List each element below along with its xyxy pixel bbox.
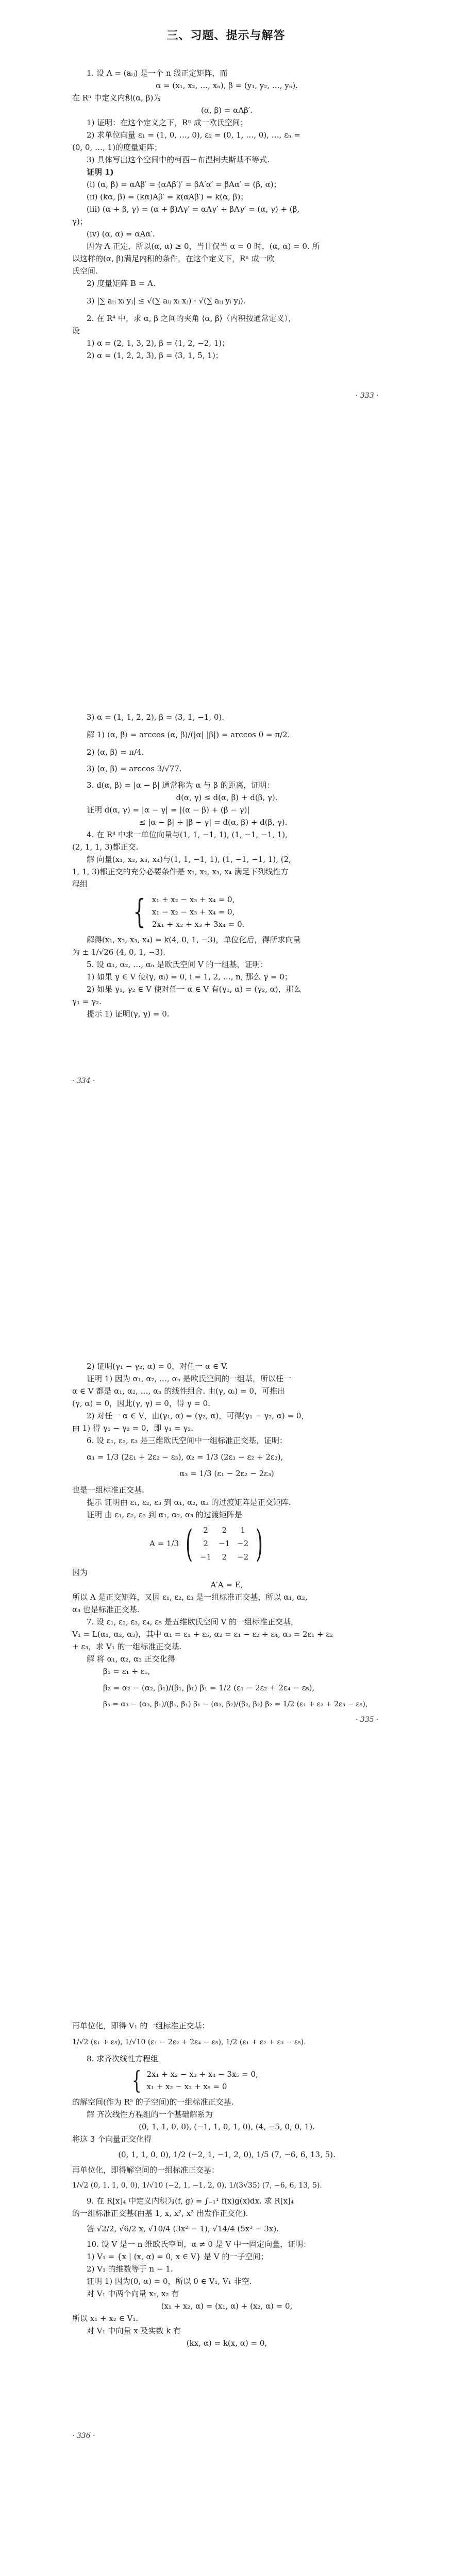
page-334-content: [72, 711, 381, 1020]
text-line: (iv) (α, α) = αAα′.: [87, 229, 155, 239]
text-line: 对 V₁ 中向量 x 及实数 k 有: [87, 2326, 181, 2335]
transition-matrix: [149, 1524, 381, 1563]
text-line: (0, 0, …, 1)的度量矩阵；: [72, 143, 162, 152]
text-line: 在 Rⁿ 中定义内积(α, β)为: [72, 93, 161, 103]
formula-line: 答 √2/2, √6/2 x, √10/4 (3x² − 1), √14/4 (5x³ − 3x).: [87, 2224, 279, 2233]
text-line: 证明 1) 因为(0, α) = 0，所以 0 ∈ V₁, V₁ 非空.: [87, 2277, 252, 2286]
left-paren-glyph: (: [186, 1522, 193, 1565]
text-line: 解 向量(x₁, x₂, x₃, x₄)与(1, 1, −1, 1), (1, −1, −1, 1), (2,: [87, 855, 291, 864]
matrix-label: A = 1/3: [149, 1539, 179, 1548]
system-row: 2x₁ + x₂ − x₃ + x₄ − 3x₅ = 0,: [146, 2070, 258, 2079]
matrix-cell: 2: [222, 1552, 227, 1562]
system-row: x₁ + x₂ − x₃ + x₅ = 0: [146, 2082, 227, 2091]
formula-line: β₂ = α₂ − (α₂, β₁)/(β₁, β₁) β₁ = 1/2 (ε₁ − 2ε₂ + 2ε₄ − ε₅),: [103, 1683, 315, 1692]
system-row: x₁ + x₂ − x₃ + x₄ = 0,: [152, 895, 235, 904]
section-title: 三、习题、提示与解答: [166, 29, 286, 42]
text-line: 的一组标准正交基(由基 1, x, x², x³ 出发作正交化).: [72, 2209, 248, 2218]
matrix-cell: 2: [203, 1539, 208, 1548]
text-line: (i) (α, β) = αAβ′ = (αAβ′)′ = βA′α′ = βAα′ = (β, α)；: [87, 180, 281, 189]
formula-line: ≤ |α − β| + |β − γ| = d(α, β) + d(β, γ).: [139, 818, 288, 827]
text-line: (γ, α) = 0，因此(γ, γ) = 0，得 γ = 0.: [72, 1399, 210, 1408]
matrix-cell: −2: [237, 1539, 249, 1548]
text-line: 再单位化，即得 V₁ 的一组标准正交基：: [72, 2021, 210, 2030]
text-line: 1. 设 A = (aᵢⱼ) 是一个 n 级正定矩阵，而: [87, 69, 228, 78]
text-line: V₁ = L(α₁, α₂, α₃)，其中 α₁ = ε₁ + ε₅, α₂ = ε₁ − ε₂ + ε₄, α₃ = 2ε₁ + ε₂: [72, 1630, 333, 1639]
text-line: 2) V₁ 的维数等于 n − 1.: [87, 2264, 173, 2274]
page-335-content: [72, 1360, 381, 1715]
formula-line: β₁ = ε₁ + ε₅,: [103, 1667, 150, 1676]
formula-line: α₃ = 1/3 (ε₁ − 2ε₂ − 2ε₃): [179, 1469, 274, 1478]
formula-line: 证明 d(α, γ) = |α − γ| = |(α − β) + (β − γ)|: [87, 805, 250, 815]
text-line: 1) 证明：在这个定义之下，Rⁿ 成一欧氏空间；: [87, 118, 248, 127]
formula-line: (0, 1, 1, 0, 0), (−1, 1, 0, 1, 0), (4, −5, 0, 0, 1).: [139, 2122, 315, 2131]
page-number: · 334 ·: [72, 1077, 95, 1085]
proof-heading: 证明 1): [87, 167, 114, 177]
text-line: 2) 对任一 α ∈ V，由(γ₁, α) = (γ₂, α)，可得(γ₁ − γ₂, α) = 0，: [87, 1411, 309, 1420]
matrix-cell: 2: [203, 1526, 208, 1535]
text-line: 2) 证明(γ₁ − γ₂, α) = 0，对任一 α ∈ V.: [87, 1362, 228, 1371]
brace-glyph: {: [133, 893, 146, 931]
text-line: 因为 A 正定，所以(α, α) ≥ 0，当且仅当 α = 0 时，(α, α) = 0. 所: [87, 242, 320, 251]
right-paren-glyph: ): [256, 1522, 263, 1565]
formula-line: 1/√2 (ε₁ + ε₅), 1/√10 (ε₁ − 2ε₂ + 2ε₄ − ε₅), 1/2 (ε₁ + ε₂ + ε₃ − ε₅).: [72, 2038, 306, 2046]
text-line: 将这 3 个向量正交化得: [72, 2134, 152, 2144]
text-line: 对 V₁ 中两个向量 x₁, x₂ 有: [87, 2289, 179, 2298]
text-line: γ)；: [72, 217, 88, 226]
formula-line: (α, β) = αAβ′.: [201, 106, 253, 115]
text-line: (iii) (α + β, γ) = (α + β)Aγ′ = αAγ′ + βAγ′ = (α, γ) + (β,: [87, 205, 300, 214]
formula-line: β₃ = α₃ − (α₃, β₁)/(β₁, β₁) β₁ − (α₃, β₂)/(β₂, β₂) β₂ = 1/2 (ε₁ + ε₂ + 2ε₃ − ε₅),: [103, 1700, 368, 1708]
formula-line: (x₁ + x₂, α) = (x₁, α) + (x₂, α) = 0,: [161, 2301, 293, 2311]
text-line: 氏空间.: [72, 266, 98, 276]
matrix-grid: [196, 1524, 252, 1563]
text-line: 所以 A 是正交矩阵，又因 ε₁, ε₂, ε₃ 是一组标准正交基，所以 α₁, α₂,: [72, 1592, 308, 1602]
text-line: 为 ± 1/√26 (4, 0, 1, −3).: [72, 947, 165, 957]
text-line: 1) V₁ = {x | (x, α) = 0, x ∈ V} 是 V 的一子空间；: [87, 2252, 269, 2261]
text-line: 1) α = (2, 1, 3, 2), β = (1, 2, −2, 1)；: [87, 338, 230, 348]
page-336: [0, 1994, 452, 2576]
text-line: 3) 具体写出这个空间中的柯西－布涅柯夫斯基不等式.: [87, 155, 270, 164]
text-line: 2. 在 R⁴ 中，求 α, β 之间的夹角 ⟨α, β⟩（内积按通常定义），: [87, 314, 296, 323]
formula-line: d(α, γ) ≤ d(α, β) + d(β, γ).: [176, 793, 278, 802]
equation-system: [129, 893, 381, 930]
text-line: 设: [72, 326, 80, 335]
system-rows: [152, 893, 245, 930]
formula-line: 3) ⟨α, β⟩ = arccos 3/√77.: [87, 764, 182, 773]
text-line: 2) 如果 γ₁, γ₂ ∈ V 使对任一 α ∈ V 有(γ₁, α) = (γ₂, α)，那么: [87, 985, 302, 994]
text-line: 1, 1, 3)都正交的充分必要条件是 x₁, x₂, x₃, x₄ 满足下列线性方: [72, 867, 289, 876]
text-line: 证明 由 ε₁, ε₂, ε₃ 到 α₁, α₂, α₃ 的过渡矩阵是: [87, 1510, 242, 1519]
text-line: 提示 1) 证明(γ, γ) = 0.: [87, 1009, 170, 1019]
matrix-cell: 1: [240, 1526, 245, 1535]
text-line: 因为: [72, 1568, 88, 1577]
matrix-cell: −1: [200, 1552, 212, 1562]
formula-line: 解 1) ⟨α, β⟩ = arccos (α, β)/(|α| |β|) = arccos 0 = π/2.: [87, 730, 290, 739]
system-row: 2x₁ + x₂ + x₃ + 3x₄ = 0.: [152, 920, 245, 929]
text-line: 1) 如果 γ ∈ V 使(γ, αᵢ) = 0, i = 1, 2, …, n, 那么 γ = 0；: [87, 972, 292, 981]
text-line: 解 齐次线性方程组的一个基础解系为: [87, 2110, 213, 2119]
text-line: γ₁ = γ₂.: [72, 997, 102, 1006]
text-line: 3. d(α, β) = |α − β| 通常称为 α 与 β 的距离，证明：: [87, 781, 275, 790]
text-line: 解得(x₁, x₂, x₃, x₄) = k(4, 0, 1, −3)，单位化后，得所求向量: [87, 935, 301, 944]
matrix-cell: 2: [222, 1526, 227, 1535]
equation-system: [129, 2068, 381, 2093]
formula-line: 1/√2 (0, 1, 1, 0, 0), 1/√10 (−2, 1, −1, 2, 0), 1/(3√35) (7, −6, 6, 13, 5).: [72, 2181, 322, 2190]
brace-glyph: {: [132, 2066, 142, 2095]
text-line: (ii) (kα, β) = (kα)Aβ′ = k(αAβ′) = k(α, β)；: [87, 192, 248, 201]
text-line: 2) 求单位向量 ε₁ = (1, 0, …, 0), ε₂ = (0, 1, …, 0), …, εₙ =: [87, 130, 300, 140]
text-line: 提示 证明由 ε₁, ε₂, ε₃ 到 α₁, α₂, α₃ 的过渡矩阵是正交矩阵.: [87, 1498, 291, 1507]
formula-line: 3) |∑ aᵢⱼ xᵢ yⱼ| ≤ √(∑ aᵢⱼ xᵢ xⱼ) · √(∑ aᵢⱼ yᵢ yⱼ).: [87, 296, 246, 306]
text-line: 10. 设 V 是一 n 维欧氏空间，α ≠ 0 是 V 中一固定向量，证明：: [87, 2240, 311, 2249]
text-line: 9. 在 R[x]₄ 中定义内积为(f, g) = ∫₋₁¹ f(x)g(x)dx. 求 R[x]₄: [87, 2196, 294, 2206]
text-line: 再单位化，即得解空间的一组标准正交基：: [72, 2165, 220, 2175]
formula-line: (kx, α) = k(x, α) = 0,: [186, 2338, 267, 2348]
text-line: 解 将 α₁, α₂, α₃ 正交化得: [87, 1654, 175, 1664]
page-333-content: [72, 67, 381, 362]
text-line: 6. 设 ε₁, ε₂, ε₃ 是三维欧氏空间中一组标准正交基，证明：: [87, 1436, 288, 1445]
formula-line: 2) ⟨α, β⟩ = π/4.: [87, 748, 144, 757]
formula-line: A′A = E,: [210, 1580, 243, 1589]
text-line: (2, 1, 1, 3)都正交.: [72, 842, 139, 852]
page-334: [0, 665, 452, 1324]
matrix-cell: −1: [219, 1539, 230, 1548]
page-number: · 336 ·: [72, 2432, 95, 2440]
matrix-cell: −2: [237, 1552, 249, 1562]
formula-line: α₁ = 1/3 (2ε₁ + 2ε₂ − ε₃), α₂ = 1/3 (2ε₁ − ε₂ + 2ε₃),: [87, 1452, 283, 1462]
text-line: 程组: [72, 879, 88, 889]
formula-line: (0, 1, 1, 0, 0), 1/2 (−2, 1, −1, 2, 0), 1/5 (7, −6, 6, 13, 5).: [118, 2150, 336, 2159]
text-line: 的解空间(作为 R⁵ 的子空间)的一组标准正交基.: [72, 2097, 234, 2107]
page-336-content: [72, 2020, 381, 2349]
text-line: 2) α = (1, 2, 2, 3), β = (3, 1, 5, 1)；: [87, 351, 223, 360]
text-line: 4. 在 R⁴ 中求一单位向量与(1, 1, −1, 1), (1, −1, −1, 1),: [87, 830, 288, 839]
text-line: 以这样的(α, β)满足内积的条件，在这个定义下，Rⁿ 成一欧: [72, 254, 275, 263]
text-line: 所以 x₁ + x₂ ∈ V₁.: [72, 2314, 139, 2323]
text-line: α₃ 也是标准正交基.: [72, 1605, 140, 1614]
page-335: [0, 1324, 452, 1994]
text-line: 由 1) 得 γ₁ − γ₂ = 0，即 γ₁ = γ₂.: [72, 1423, 194, 1433]
system-rows: [147, 2068, 258, 2093]
text-line: 5. 设 α₁, α₂, …, αₙ 是欧氏空间 V 的一组基，证明：: [87, 960, 268, 969]
text-line: 2) 度量矩阵 B = A.: [87, 279, 156, 288]
formula-line: α = (x₁, x₂, …, xₙ), β = (y₁, y₂, …, yₙ).: [156, 81, 298, 90]
text-line: + ε₃，求 V₁ 的一组标准正交基.: [72, 1642, 182, 1651]
page-333: [0, 0, 452, 665]
text-line: 8. 求齐次线性方程组: [87, 2054, 159, 2063]
system-row: x₁ − x₂ − x₃ + x₄ = 0,: [152, 907, 235, 917]
text-line: 证明 1) 因为 α₁, α₂, …, αₙ 是欧氏空间的一组基，所以任一: [87, 1374, 291, 1383]
text-line: 7. 设 ε₁, ε₂, ε₃, ε₄, ε₅ 是五维欧氏空间 V 的一组标准正交基，: [87, 1617, 299, 1626]
text-line: α ∈ V 都是 α₁, α₂, …, αₙ 的线性组合. 由(γ, αᵢ) = 0，可推出: [72, 1386, 285, 1396]
page-number: · 333 ·: [356, 392, 379, 400]
page-number: · 335 ·: [356, 1716, 379, 1724]
text-line: 3) α = (1, 1, 2, 2), β = (3, 1, −1, 0).: [87, 713, 225, 722]
text-line: 也是一组标准正交基.: [72, 1485, 144, 1495]
